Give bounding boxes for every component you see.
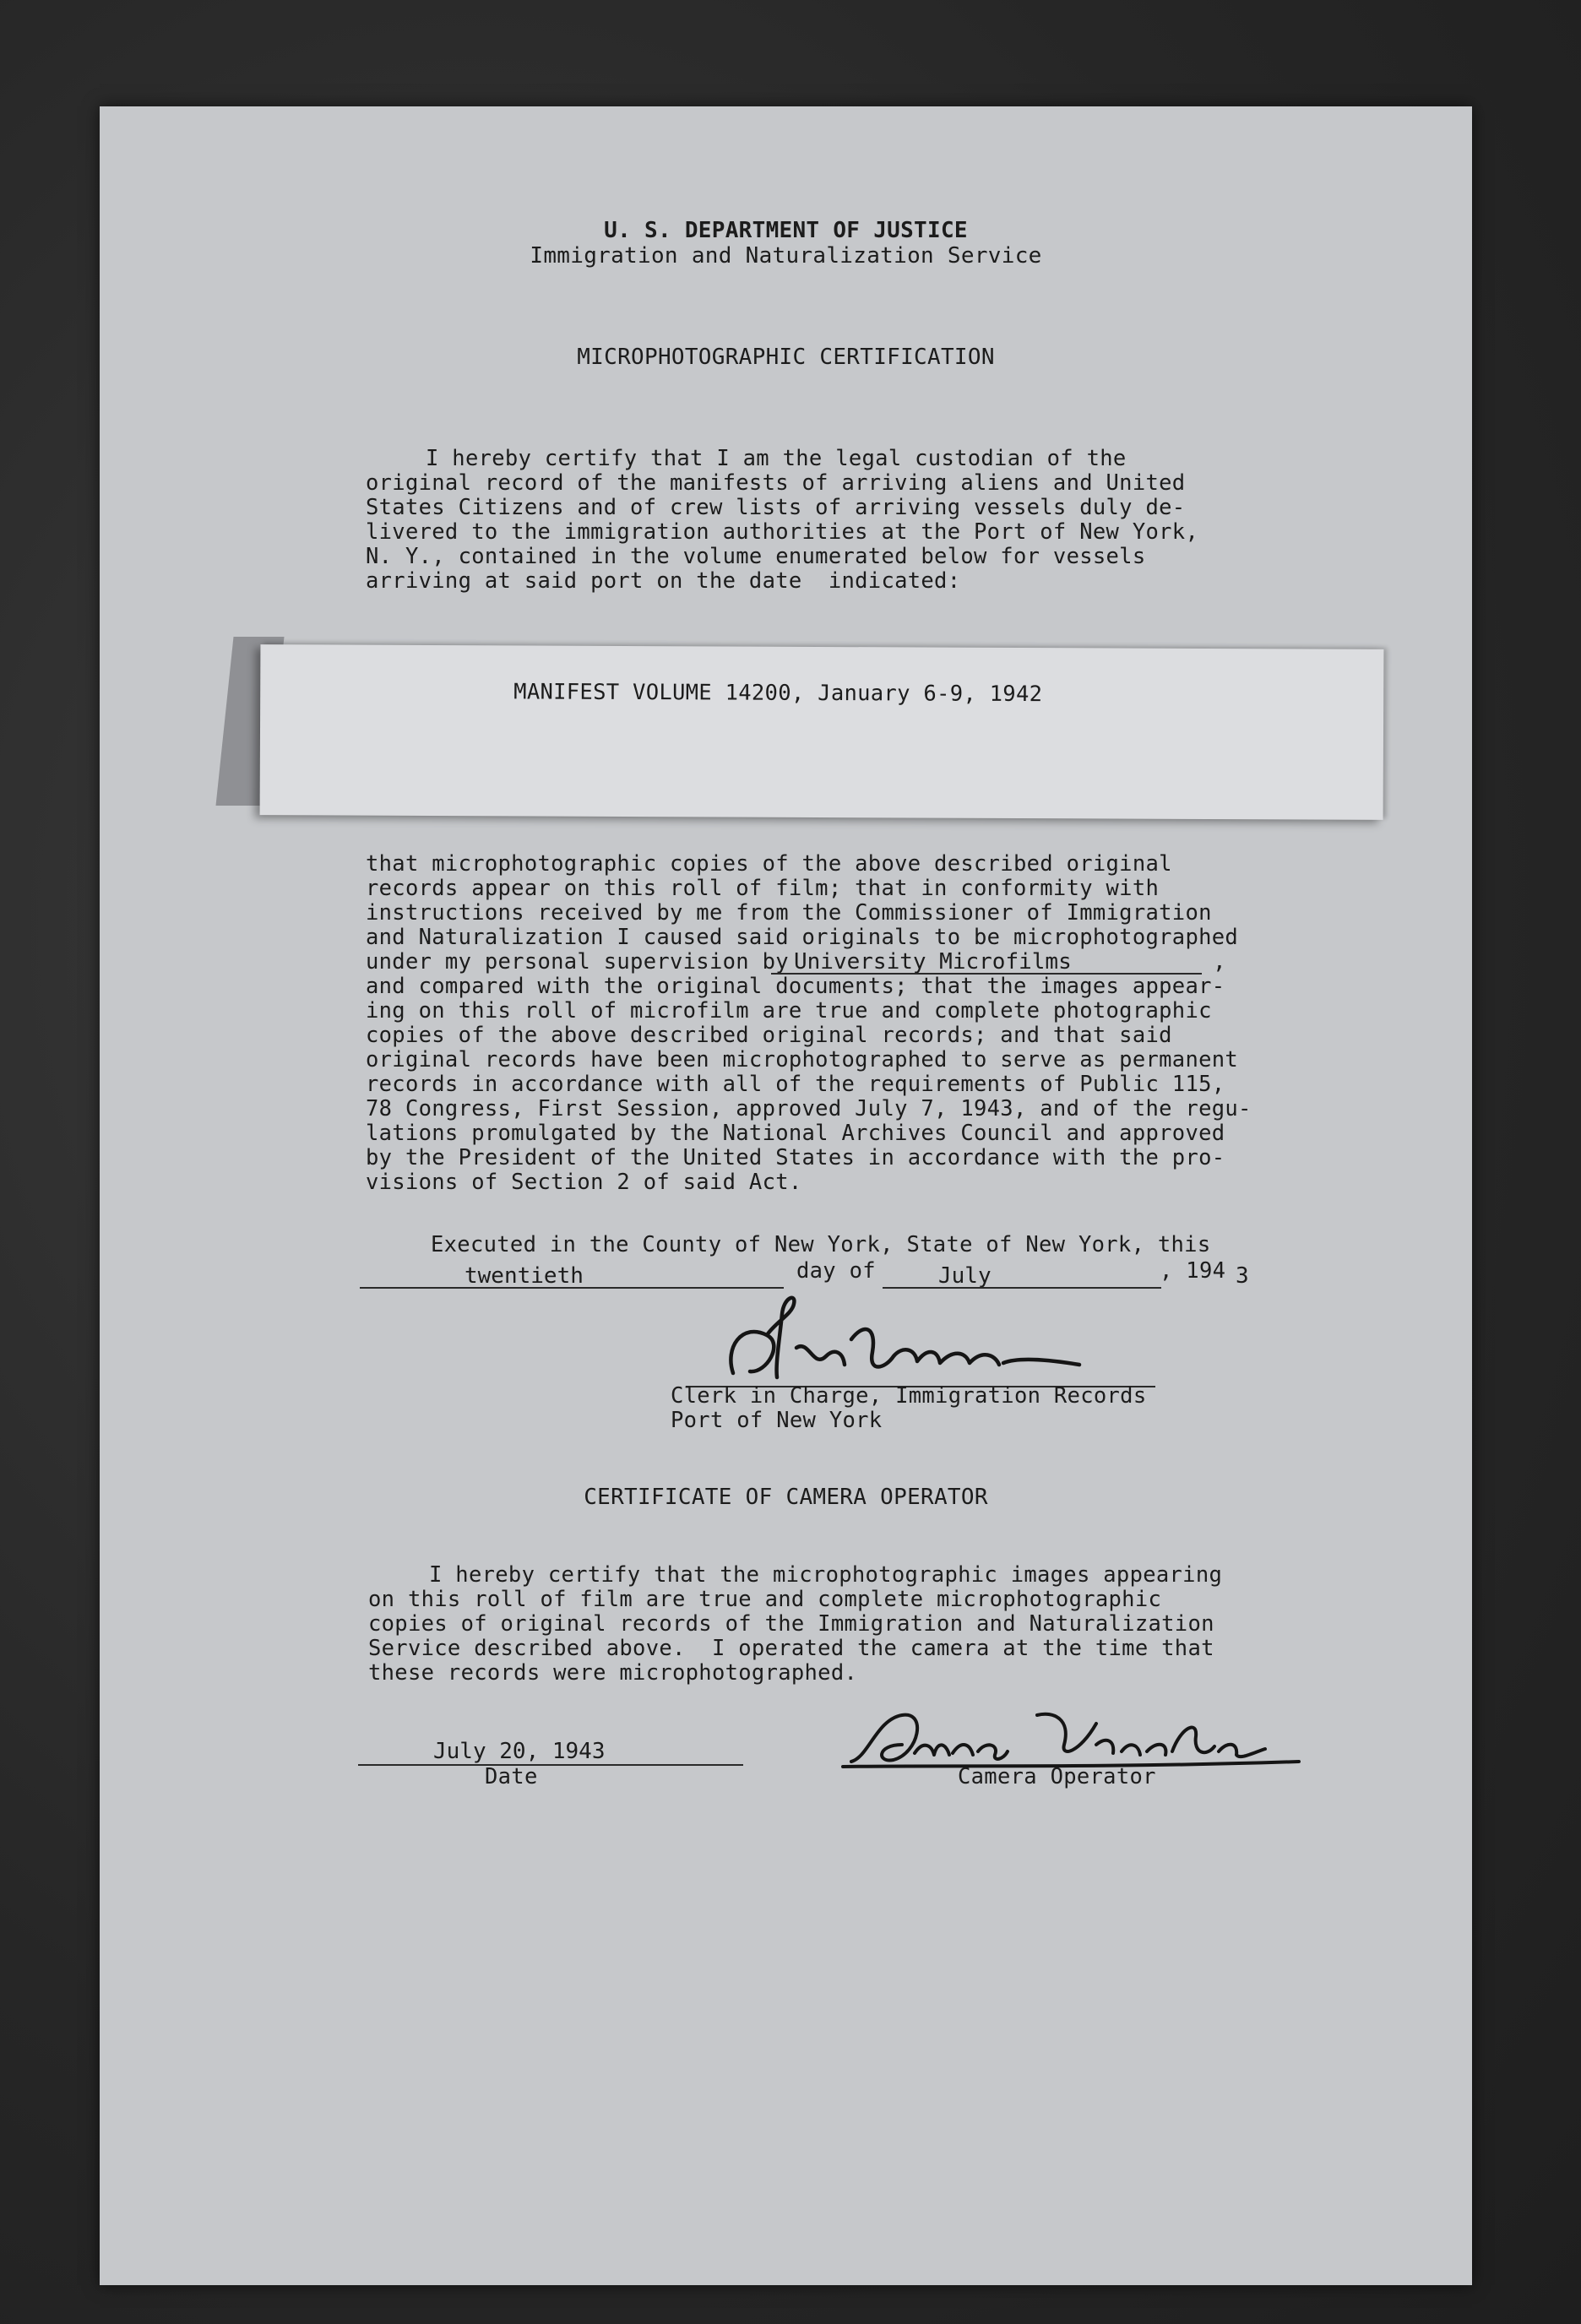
- agency-heading: U. S. DEPARTMENT OF JUSTICE: [604, 218, 968, 243]
- manifest-volume-label: MANIFEST VOLUME 14200, January 6-9, 1942: [513, 679, 1043, 708]
- intro-line: I hereby certify that I am the legal custodian of the: [426, 446, 1127, 471]
- executed-line: Executed in the County of New York, State of New York, this: [431, 1232, 1211, 1257]
- body-line: copies of the above described original records; and that said: [366, 1023, 1172, 1048]
- camera-line: Service described above. I operated the camera at the time that: [368, 1636, 1214, 1661]
- month-field: July: [938, 1263, 992, 1289]
- date-underline: [358, 1764, 743, 1766]
- body-line: ing on this roll of microfilm are true and complete photographic: [366, 998, 1212, 1024]
- date-label: Date: [485, 1764, 538, 1789]
- body-line: records in accordance with all of the requirements of Public 115,: [366, 1072, 1225, 1097]
- operator-label: Camera Operator: [958, 1764, 1156, 1789]
- body-line: and Naturalization I caused said originals to be microphotographed: [366, 925, 1239, 950]
- intro-line: original record of the manifests of arriving aliens and United: [366, 470, 1186, 496]
- body-line: original records have been microphotographed to serve as permanent: [366, 1047, 1239, 1072]
- document-page: [100, 106, 1472, 2285]
- camera-line: I hereby certify that the microphotographic images appearing: [429, 1562, 1223, 1588]
- body-line: that microphotographic copies of the above described original: [366, 851, 1172, 877]
- intro-line: livered to the immigration authorities at the Port of New York,: [366, 519, 1199, 545]
- body-line: by the President of the United States in accordance with the pro-: [366, 1145, 1225, 1170]
- manifest-volume-slip: [260, 644, 1384, 820]
- year-prefix: , 194: [1160, 1258, 1226, 1284]
- year-suffix-field: 3: [1236, 1263, 1249, 1289]
- body-line: under my personal supervision by: [366, 949, 789, 975]
- certification-title: MICROPHOTOGRAPHIC CERTIFICATION: [577, 345, 995, 370]
- camera-line: on this roll of film are true and complete microphotographic: [368, 1587, 1162, 1612]
- body-line: visions of Section 2 of said Act.: [366, 1170, 802, 1195]
- supervisor-punctuation: ,: [1213, 949, 1226, 975]
- intro-line: States Citizens and of crew lists of arriving vessels duly de-: [366, 495, 1186, 520]
- body-line: and compared with the original documents; that the images appear-: [366, 974, 1225, 999]
- service-heading: Immigration and Naturalization Service: [530, 243, 1042, 269]
- camera-line: copies of original records of the Immigration and Naturalization: [368, 1611, 1214, 1637]
- camera-certificate-title: CERTIFICATE OF CAMERA OPERATOR: [584, 1485, 988, 1510]
- body-line: records appear on this roll of film; that in conformity with: [366, 876, 1160, 901]
- body-line: lations promulgated by the National Archives Council and approved: [366, 1121, 1225, 1146]
- operation-date-field: July 20, 1943: [433, 1739, 606, 1764]
- day-field: twentieth: [465, 1263, 584, 1289]
- clerk-location: Port of New York: [671, 1408, 883, 1433]
- intro-line: arriving at said port on the date indicated:: [366, 568, 961, 594]
- body-line: 78 Congress, First Session, approved July 7, 1943, and of the regu-: [366, 1096, 1252, 1121]
- supervisor-field: University Microfilms: [794, 949, 1072, 975]
- body-line: instructions received by me from the Commissioner of Immigration: [366, 900, 1212, 926]
- intro-line: N. Y., contained in the volume enumerated below for vessels: [366, 544, 1146, 569]
- day-of-label: day of: [796, 1258, 876, 1284]
- clerk-signature: [716, 1289, 1088, 1398]
- camera-line: these records were microphotographed.: [368, 1660, 858, 1686]
- clerk-title: Clerk in Charge, Immigration Records: [671, 1383, 1147, 1409]
